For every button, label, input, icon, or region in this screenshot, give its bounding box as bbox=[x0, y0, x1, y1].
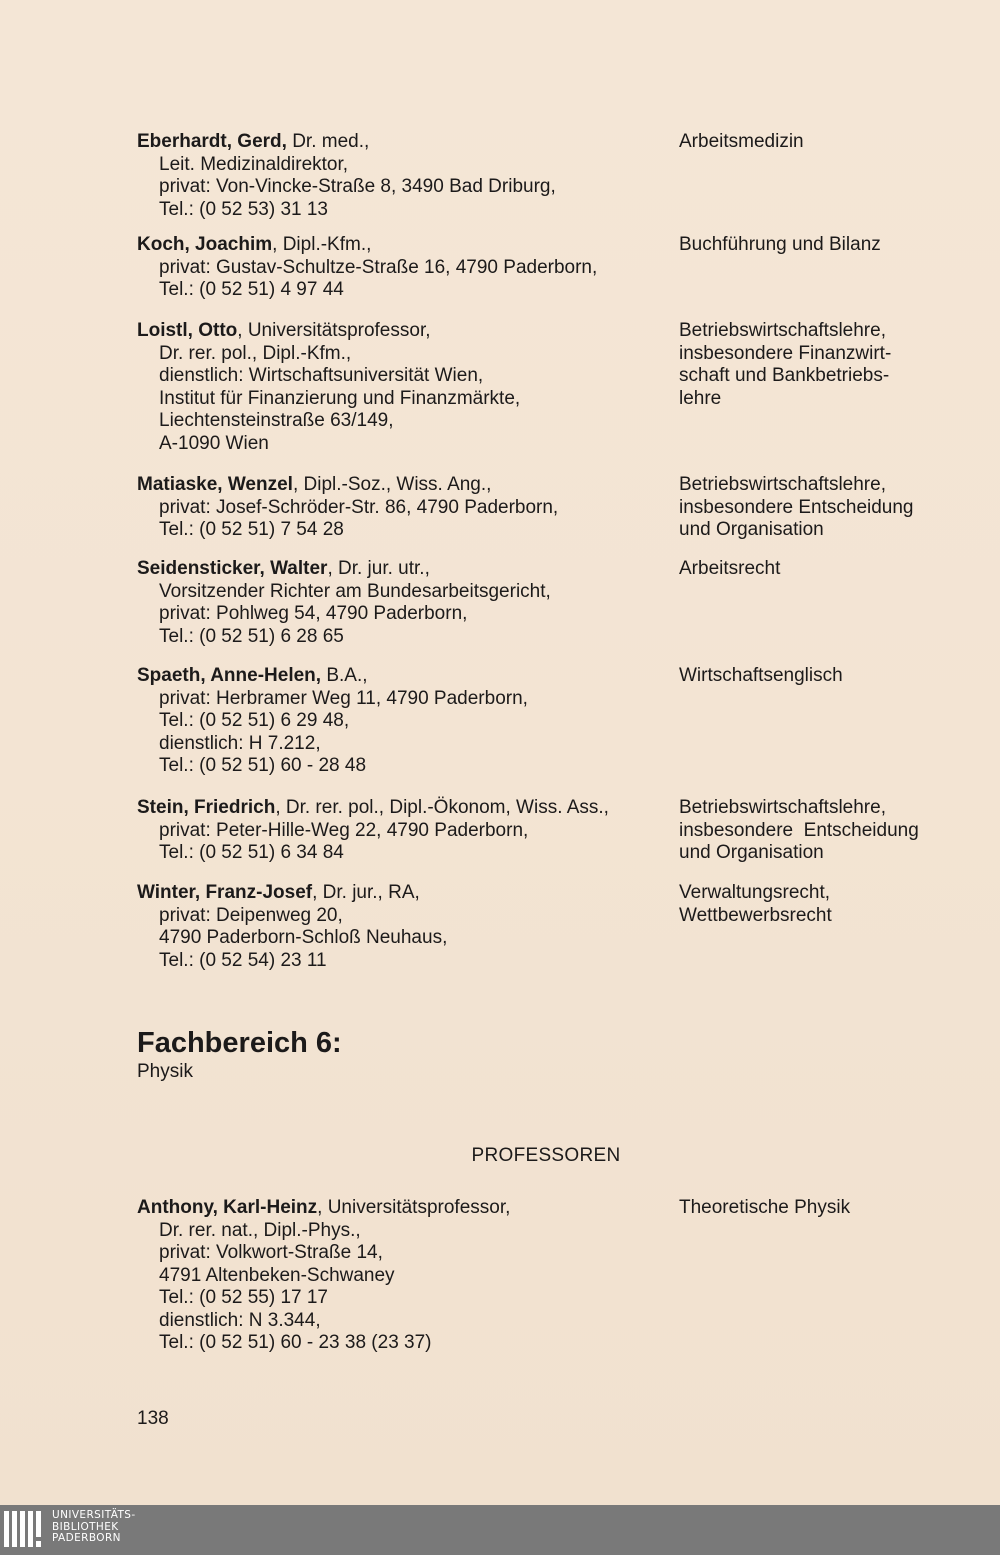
entry-line: privat: Pohlweg 54, 4790 Paderborn, bbox=[159, 603, 468, 624]
entry-heading bbox=[137, 665, 667, 688]
entry-heading bbox=[137, 234, 667, 257]
entry-subject bbox=[679, 1197, 979, 1220]
subject-line: Wettbewerbsrecht bbox=[679, 904, 832, 926]
entry-line: Dr. rer. nat., Dipl.-Phys., bbox=[159, 1219, 361, 1241]
entry-line: Tel.: (0 52 51) 7 54 28 bbox=[159, 519, 344, 540]
entry-line: Vorsitzender Richter am Bundesarbeitsgericht, bbox=[159, 580, 551, 602]
logo-line: PADERBORN bbox=[52, 1532, 121, 1544]
entry-details bbox=[137, 665, 667, 778]
entry-line: A-1090 Wien bbox=[159, 432, 269, 454]
entry-line: privat: Deipenweg 20, bbox=[159, 904, 343, 926]
entry-subject bbox=[679, 882, 979, 927]
entry-details bbox=[137, 558, 667, 648]
entry-subject bbox=[679, 234, 979, 257]
entry-line: privat: Herbramer Weg 11, 4790 Paderborn, bbox=[159, 687, 528, 709]
subject-line: Arbeitsrecht bbox=[679, 558, 781, 579]
group-heading: PROFESSOREN bbox=[471, 1145, 621, 1166]
entry-line: Tel.: (0 52 54) 23 11 bbox=[159, 949, 327, 971]
subject-line: lehre bbox=[679, 387, 722, 409]
entry-line: 4791 Altenbeken-Schwaney bbox=[159, 1264, 395, 1286]
subject-line: insbesondere Entscheidung bbox=[679, 496, 914, 518]
person-title: B.A., bbox=[321, 665, 368, 686]
entry-heading bbox=[137, 320, 667, 343]
library-logo-text bbox=[52, 1510, 136, 1545]
section-subheading: Physik bbox=[137, 1061, 193, 1082]
entry-line: Tel.: (0 52 51) 60 - 28 48 bbox=[159, 755, 367, 776]
subject-line: und Organisation bbox=[679, 519, 824, 540]
entry-line: Tel.: (0 52 51) 6 34 84 bbox=[159, 842, 344, 863]
person-name: Loistl, Otto bbox=[137, 320, 238, 341]
person-name: Stein, Friedrich bbox=[137, 797, 276, 818]
subject-line: Betriebswirtschaftslehre, bbox=[679, 320, 886, 341]
subject-line: Betriebswirtschaftslehre, bbox=[679, 797, 886, 818]
entry-subject bbox=[679, 131, 979, 154]
entry-details bbox=[137, 131, 667, 221]
entry-line: dienstlich: N 3.344, bbox=[159, 1309, 321, 1331]
entry-details bbox=[137, 1197, 667, 1355]
entry-details bbox=[137, 882, 667, 972]
logo-line: BIBLIOTHEK bbox=[52, 1520, 119, 1533]
entry-heading bbox=[137, 131, 667, 154]
person-name: Matiaske, Wenzel bbox=[137, 474, 293, 495]
entry-heading bbox=[137, 474, 667, 497]
entry-subject bbox=[679, 474, 979, 542]
subject-line: und Organisation bbox=[679, 842, 824, 863]
subject-line: Verwaltungsrecht, bbox=[679, 882, 831, 903]
entry-line: 4790 Paderborn-Schloß Neuhaus, bbox=[159, 927, 448, 948]
entry-details bbox=[137, 474, 667, 542]
person-name: Anthony, Karl-Heinz bbox=[137, 1197, 318, 1218]
entry-line: Tel.: (0 52 51) 6 29 48, bbox=[159, 710, 350, 731]
section-heading: Fachbereich 6: bbox=[137, 1027, 342, 1059]
person-title: , Universitätsprofessor, bbox=[317, 1197, 511, 1218]
library-logo-icon bbox=[4, 1511, 44, 1551]
library-footer-bar bbox=[0, 1505, 1000, 1555]
person-title: Dr. med., bbox=[286, 131, 370, 152]
entry-line: dienstlich: Wirtschaftsuniversität Wien, bbox=[159, 365, 484, 386]
entry-heading bbox=[137, 558, 667, 581]
entry-details bbox=[137, 320, 667, 455]
person-name: Winter, Franz-Josef bbox=[137, 882, 313, 903]
entry-details bbox=[137, 234, 667, 302]
entry-line: privat: Josef-Schröder-Str. 86, 4790 Paderborn, bbox=[159, 496, 559, 518]
entry-line: privat: Von-Vincke-Straße 8, 3490 Bad Driburg, bbox=[159, 176, 556, 197]
entry-subject bbox=[679, 797, 979, 865]
entry-line: dienstlich: H 7.212, bbox=[159, 732, 321, 754]
entry-heading bbox=[137, 882, 667, 905]
person-title: , Dr. jur. utr., bbox=[327, 558, 430, 579]
subject-line: Buchführung und Bilanz bbox=[679, 234, 881, 255]
entry-line: Tel.: (0 52 51) 6 28 65 bbox=[159, 625, 344, 647]
entry-line: privat: Volkwort-Straße 14, bbox=[159, 1242, 383, 1263]
entry-line: Tel.: (0 52 51) 4 97 44 bbox=[159, 279, 344, 300]
entry-subject bbox=[679, 320, 979, 410]
entry-line: Tel.: (0 52 51) 60 - 23 38 (23 37) bbox=[159, 1332, 432, 1353]
person-name: Seidensticker, Walter bbox=[137, 558, 328, 579]
entry-subject bbox=[679, 558, 979, 581]
person-name: Spaeth, Anne-Helen, bbox=[137, 665, 322, 686]
entry-line: Liechtensteinstraße 63/149, bbox=[159, 410, 394, 431]
subject-line: insbesondere Finanzwirt- bbox=[679, 342, 892, 364]
entry-line: privat: Gustav-Schultze-Straße 16, 4790 Paderborn, bbox=[159, 256, 598, 278]
person-name: Koch, Joachim bbox=[137, 234, 273, 255]
entry-details bbox=[137, 797, 667, 865]
person-title: , Dipl.-Kfm., bbox=[272, 234, 372, 255]
subject-line: schaft und Bankbetriebs- bbox=[679, 365, 890, 386]
entry-line: Dr. rer. pol., Dipl.-Kfm., bbox=[159, 342, 352, 364]
subject-line: insbesondere Entscheidung bbox=[679, 819, 919, 841]
person-title: , Dipl.-Soz., Wiss. Ang., bbox=[292, 474, 492, 495]
logo-line: UNIVERSITÄTS- bbox=[52, 1509, 136, 1521]
subject-line: Betriebswirtschaftslehre, bbox=[679, 474, 886, 495]
entry-heading bbox=[137, 797, 667, 820]
entry-line: Tel.: (0 52 55) 17 17 bbox=[159, 1287, 328, 1308]
person-title: , Dr. rer. pol., Dipl.-Ökonom, Wiss. Ass., bbox=[275, 797, 609, 818]
entry-line: privat: Peter-Hille-Weg 22, 4790 Paderborn, bbox=[159, 819, 529, 841]
subject-line: Theoretische Physik bbox=[679, 1197, 851, 1218]
person-name: Eberhardt, Gerd, bbox=[137, 131, 287, 152]
person-title: , Universitätsprofessor, bbox=[237, 320, 431, 341]
entry-heading bbox=[137, 1197, 667, 1220]
subject-line: Arbeitsmedizin bbox=[679, 131, 804, 152]
page-number: 138 bbox=[137, 1408, 169, 1429]
entry-subject bbox=[679, 665, 979, 688]
entry-line: Institut für Finanzierung und Finanzmärkte, bbox=[159, 387, 521, 409]
person-title: , Dr. jur., RA, bbox=[312, 882, 420, 903]
subject-line: Wirtschaftsenglisch bbox=[679, 665, 843, 686]
entry-line: Tel.: (0 52 53) 31 13 bbox=[159, 198, 328, 220]
entry-line: Leit. Medizinaldirektor, bbox=[159, 153, 349, 175]
